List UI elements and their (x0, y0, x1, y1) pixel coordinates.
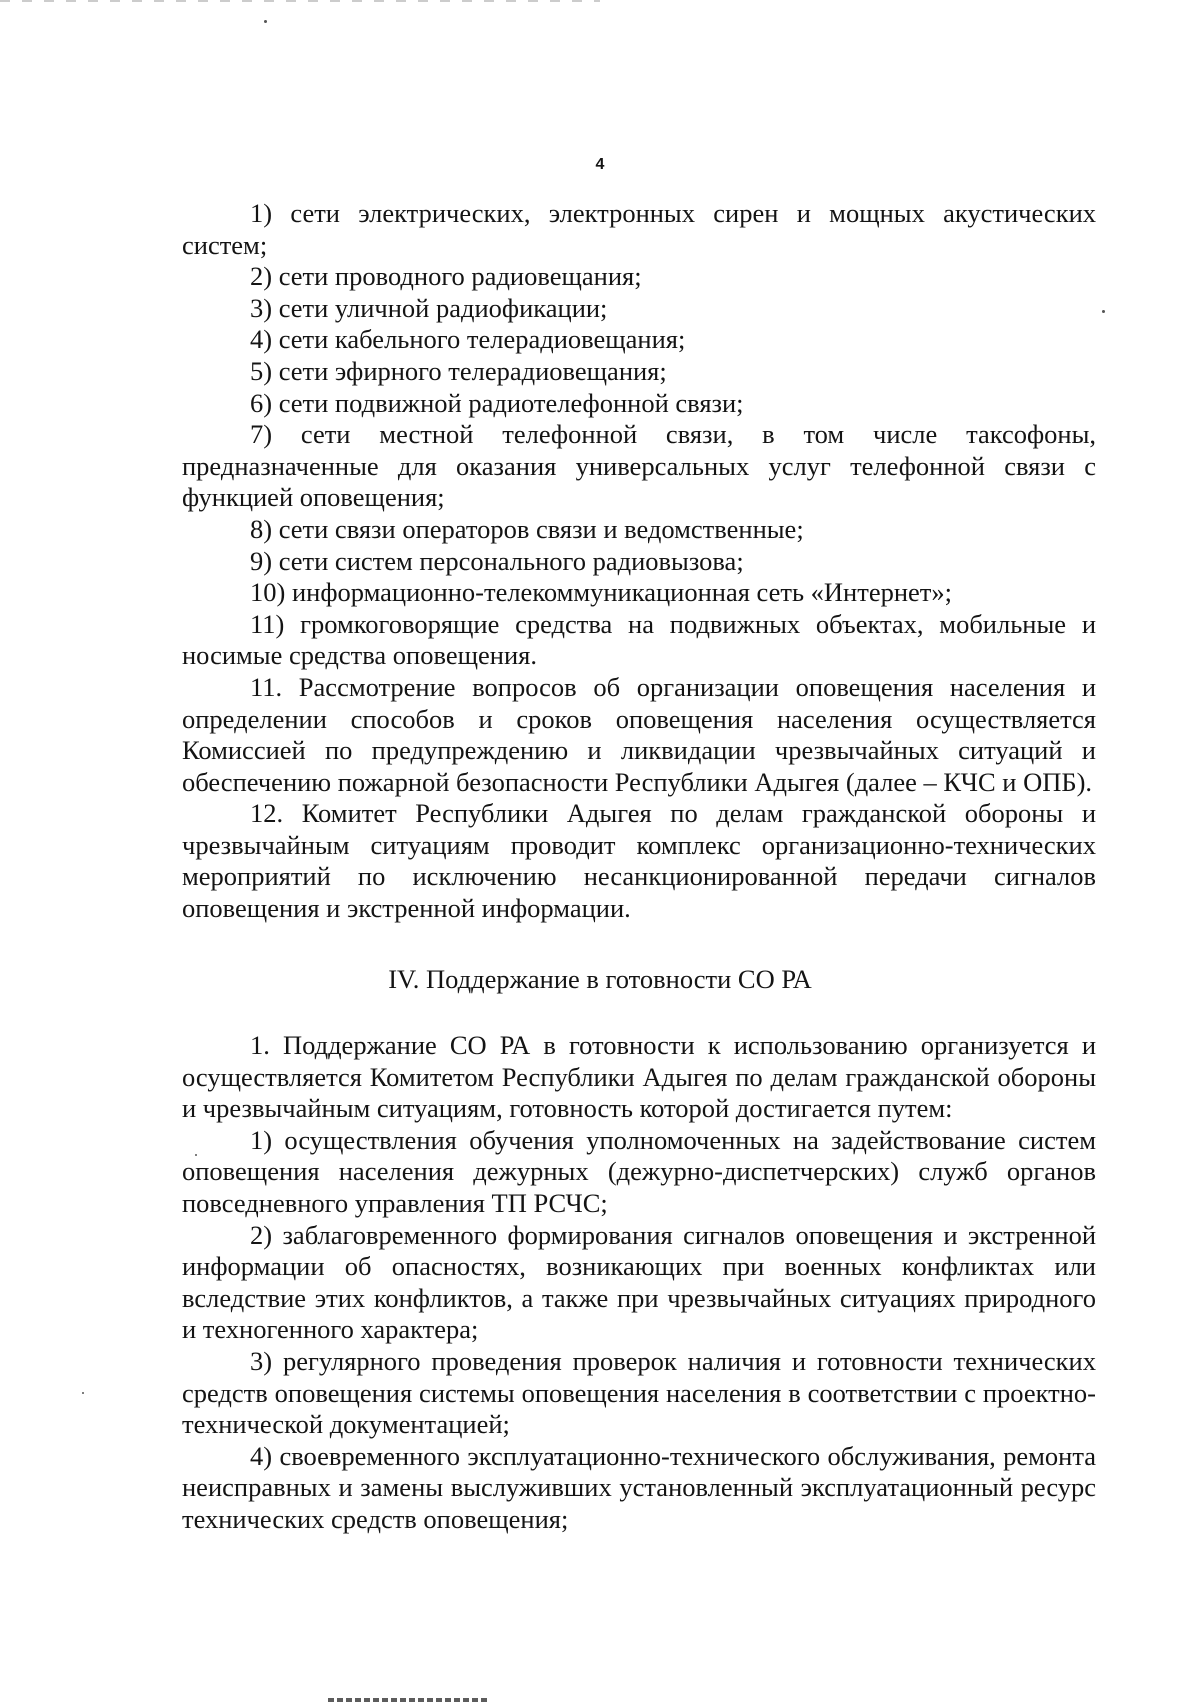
scan-speck (264, 20, 267, 23)
list-item: 9) сети систем персонального радиовызова; (250, 545, 744, 576)
paragraph-12: 12. Комитет Республики Адыгея по делам гражданской обороны и чрезвычайным ситуациям проводит комплекс организационно-технических мероприятий по исключению несанкционированной передачи сигналов оповещения и экстренной информации. (182, 798, 1096, 924)
scan-speck (1102, 310, 1105, 313)
list-item: 2) заблаговременного формирования сигналов оповещения и экстренной информации об опасностях, возникающих при военных конфликтах или вследствие этих конфликтов, а также при чрезвычайных ситуациях природного и техногенного характера; (182, 1219, 1096, 1345)
list-item: 1) осуществления обучения уполномоченных на задействование систем оповещения населения дежурных (дежурно-диспетчерских) служб органов повседневного управления ТП РСЧС; (182, 1124, 1096, 1218)
page-number: 4 (595, 156, 605, 173)
document-body-bottom (182, 1030, 1096, 1536)
scan-bottom-mark (328, 1698, 488, 1702)
scan-edge-mark (0, 0, 600, 2)
list-item: 1) сети электрических, электронных сирен и мощных акустических систем; (182, 198, 1096, 260)
list-item: 4) своевременного эксплуатационно-технического обслуживания, ремонта неисправных и замены выслуживших установленный эксплуатационный ресурс технических средств оповещения; (182, 1440, 1096, 1534)
list-item: 2) сети проводного радиовещания; (250, 261, 642, 292)
list-item: 7) сети местной телефонной связи, в том числе таксофоны, предназначенные для оказания универсальных услуг телефонной связи с функцией оповещения; (182, 419, 1096, 513)
list-item: 10) информационно-телекоммуникационная сеть «Интернет»; (250, 577, 952, 608)
list-item: 3) сети уличной радиофикации; (250, 292, 608, 323)
document-body-top (182, 198, 1096, 925)
list-item: 3) регулярного проведения проверок наличия и готовности технических средств оповещения системы оповещения населения в соответствии с проектно-технической документацией; (182, 1345, 1096, 1440)
list-item: 5) сети эфирного телерадиовещания; (250, 355, 667, 386)
list-item: 4) сети кабельного телерадиовещания; (250, 324, 686, 355)
scan-speck (82, 1392, 84, 1394)
section-paragraph: 1. Поддержание СО РА в готовности к использованию организуется и осуществляется Комитетом Республики Адыгея по делам гражданской обороны и чрезвычайным ситуациям, готовность которой достигается путем: (182, 1030, 1096, 1124)
paragraph-11: 11. Рассмотрение вопросов об организации оповещения населения и определении способов и сроков оповещения населения осуществляется Комиссией по предупреждению и ликвидации чрезвычайных ситуаций и обеспечению пожарной безопасности Республики Адыгея (далее – КЧС и ОПБ). (182, 671, 1096, 797)
list-item: 11) громкоговорящие средства на подвижных объектах, мобильные и носимые средства оповещения. (182, 608, 1096, 671)
list-item: 6) сети подвижной радиотелефонной связи; (250, 387, 744, 418)
section-heading: IV. Поддержание в готовности СО РА (388, 964, 812, 994)
list-item: 8) сети связи операторов связи и ведомственные; (250, 513, 804, 544)
